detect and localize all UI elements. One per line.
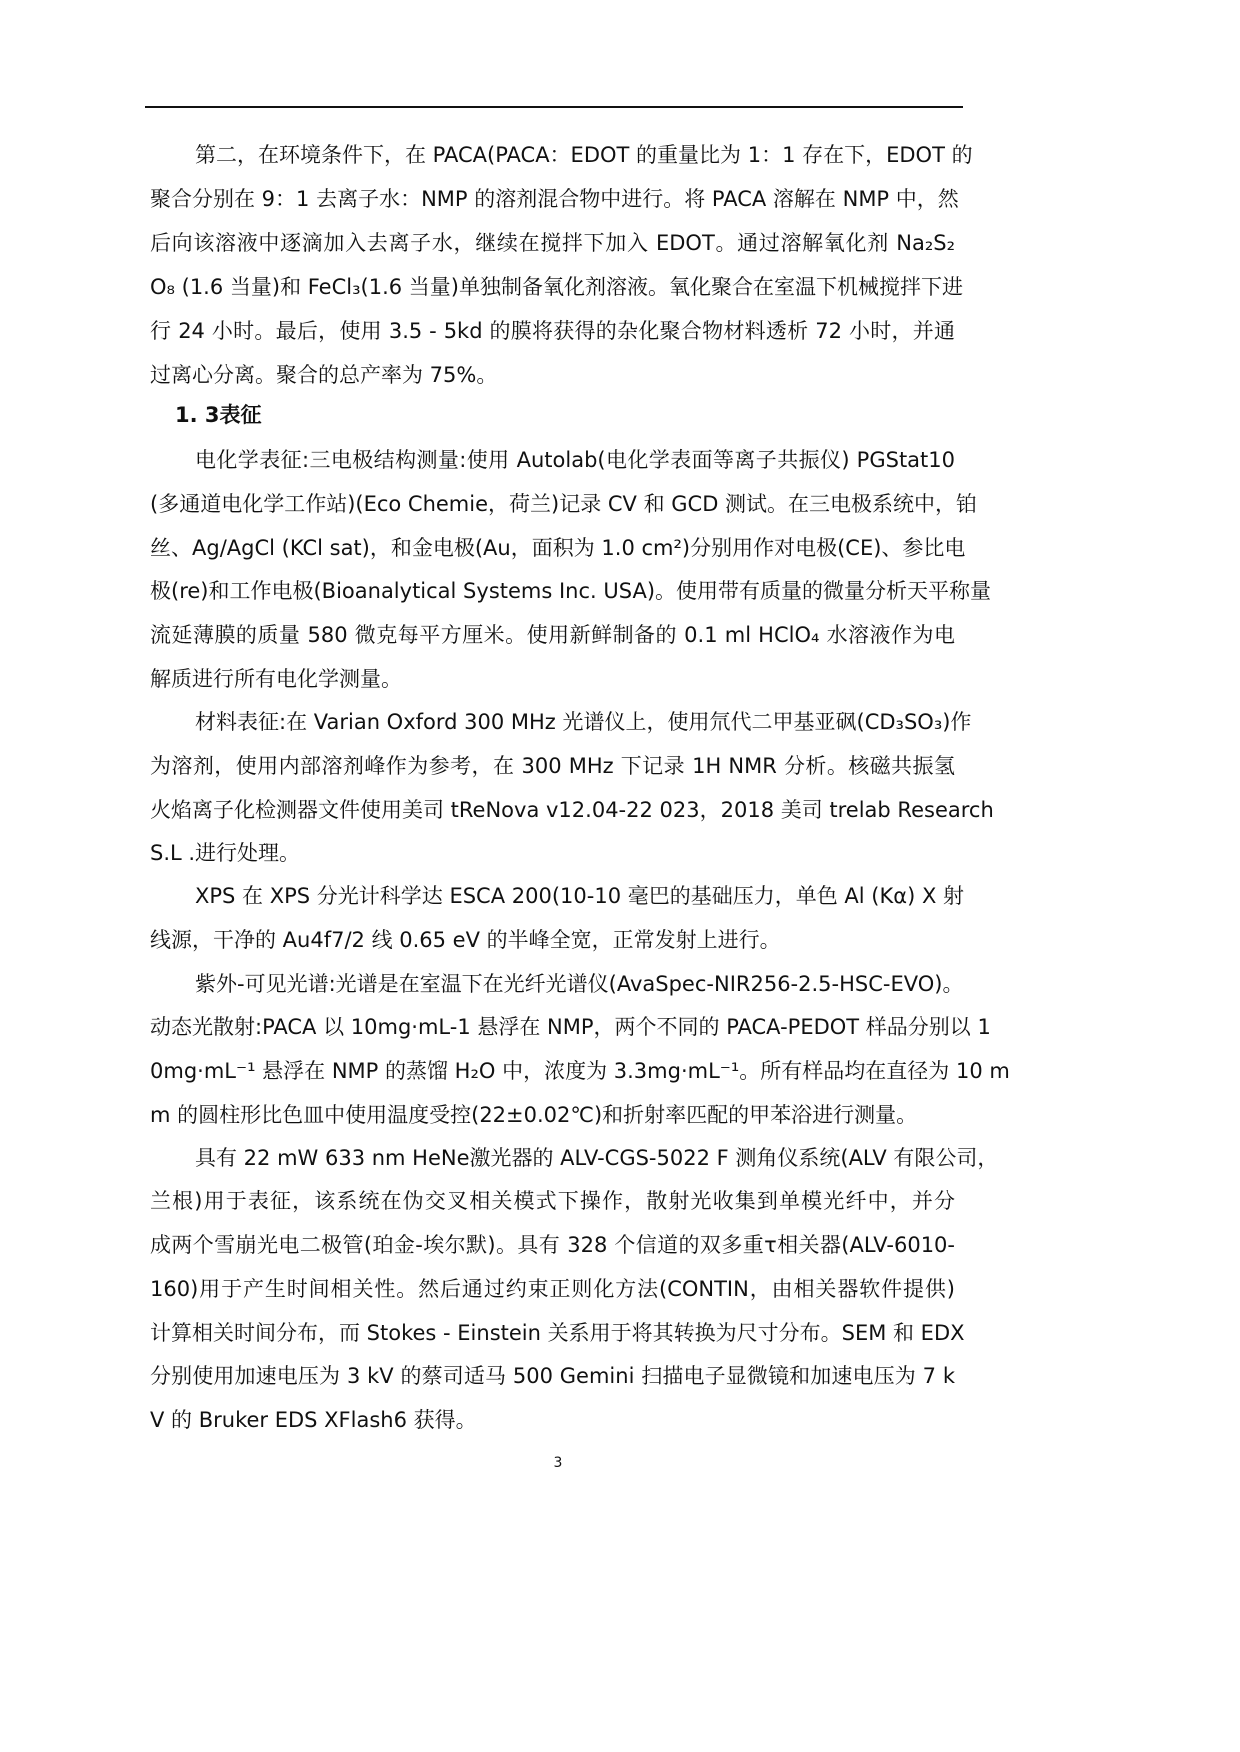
paragraph-line: 极(re)和工作电极(Bioanalytical Systems Inc. USA)。使用带有质量的微量分析天平称量 bbox=[150, 579, 992, 603]
paragraph-line: 0mg·mL⁻¹ 悬浮在 NMP 的蒸馏 H₂O 中，浓度为 3.3mg·mL⁻¹。所有样品均在直径为 10 m bbox=[150, 1059, 1010, 1083]
paragraph-line: 后向该溶液中逐滴加入去离子水，继续在搅拌下加入 EDOT。通过溶解氧化剂 Na₂S₂ bbox=[150, 231, 955, 255]
paragraph-line: 流延薄膜的质量 580 微克每平方厘米。使用新鲜制备的 0.1 ml HClO₄ 水溶液作为电 bbox=[150, 623, 955, 647]
paragraph-line: 丝、Ag/AgCl (KCl sat)，和金电极(Au，面积为 1.0 cm²)分别用作对电极(CE)、参比电 bbox=[150, 536, 966, 560]
paragraph-line: 线源，干净的 Au4f7/2 线 0.65 eV 的半峰全宽，正常发射上进行。 bbox=[150, 928, 781, 952]
header-rule bbox=[145, 106, 963, 108]
paragraph-line: V 的 Bruker EDS XFlash6 获得。 bbox=[150, 1408, 477, 1432]
paragraph-line: 第二，在环境条件下，在 PACA(PACA：EDOT 的重量比为 1：1 存在下，EDOT 的 bbox=[195, 143, 973, 167]
paragraph-line: 计算相关时间分布，而 Stokes - Einstein 关系用于将其转换为尺寸分布。SEM 和 EDX bbox=[150, 1321, 965, 1345]
paragraph-line: 解质进行所有电化学测量。 bbox=[150, 667, 402, 691]
paragraph-line: 160)用于产生时间相关性。然后通过约束正则化方法(CONTIN，由相关器软件提供) bbox=[150, 1277, 955, 1301]
paragraph-line: 材料表征:在 Varian Oxford 300 MHz 光谱仪上，使用氘代二甲基亚砜(CD₃SO₃)作 bbox=[195, 710, 972, 734]
paragraph-line: 行 24 小时。最后，使用 3.5 - 5kd 的膜将获得的杂化聚合物材料透析 72 小时，并通 bbox=[150, 319, 955, 343]
paragraph-line: 成两个雪崩光电二极管(珀金-埃尔默)。具有 328 个信道的双多重τ相关器(ALV-6010- bbox=[150, 1233, 955, 1257]
paragraph-line: (多通道电化学工作站)(Eco Chemie，荷兰)记录 CV 和 GCD 测试。在三电极系统中，铂 bbox=[150, 492, 978, 516]
paragraph-line: O₈ (1.6 当量)和 FeCl₃(1.6 当量)单独制备氧化剂溶液。氧化聚合在室温下机械搅拌下进 bbox=[150, 275, 963, 299]
paragraph-line: S.L .进行处理。 bbox=[150, 841, 301, 865]
paragraph-line: XPS 在 XPS 分光计科学达 ESCA 200(10-10 毫巴的基础压力，单色 Al (Kα) X 射 bbox=[195, 884, 965, 908]
paragraph-line: 分别使用加速电压为 3 kV 的蔡司适马 500 Gemini 扫描电子显微镜和加速电压为 7 k bbox=[150, 1364, 955, 1388]
section-heading: 1. 3表征 bbox=[175, 403, 262, 427]
paragraph-line: m 的圆柱形比色皿中使用温度受控(22±0.02℃)和折射率匹配的甲苯浴进行测量。 bbox=[150, 1103, 918, 1127]
paragraph-line: 火焰离子化检测器文件使用美司 tReNova v12.04-22 023，2018 美司 trelab Research bbox=[150, 798, 994, 822]
page-number: 3 bbox=[553, 1455, 563, 1471]
paragraph-line: 为溶剂，使用内部溶剂峰作为参考，在 300 MHz 下记录 1H NMR 分析。核磁共振氢 bbox=[150, 754, 955, 778]
paragraph-line: 聚合分别在 9：1 去离子水：NMP 的溶剂混合物中进行。将 PACA 溶解在 NMP 中，然 bbox=[150, 187, 959, 211]
paragraph-line: 具有 22 mW 633 nm HeNe激光器的 ALV-CGS-5022 F 测角仪系统(ALV 有限公司， bbox=[195, 1146, 999, 1170]
paragraph-line: 电化学表征:三电极结构测量:使用 Autolab(电化学表面等离子共振仪) PGStat10 bbox=[195, 448, 955, 472]
paragraph-line: 紫外-可见光谱:光谱是在室温下在光纤光谱仪(AvaSpec-NIR256-2.5-HSC-EVO)。 bbox=[195, 972, 964, 996]
paragraph-line: 兰根)用于表征，该系统在伪交叉相关模式下操作，散射光收集到单模光纤中，并分 bbox=[150, 1189, 955, 1213]
paragraph-line: 动态光散射:PACA 以 10mg·mL-1 悬浮在 NMP，两个不同的 PACA-PEDOT 样品分别以 1 bbox=[150, 1015, 991, 1039]
paragraph-line: 过离心分离。聚合的总产率为 75%。 bbox=[150, 363, 498, 387]
